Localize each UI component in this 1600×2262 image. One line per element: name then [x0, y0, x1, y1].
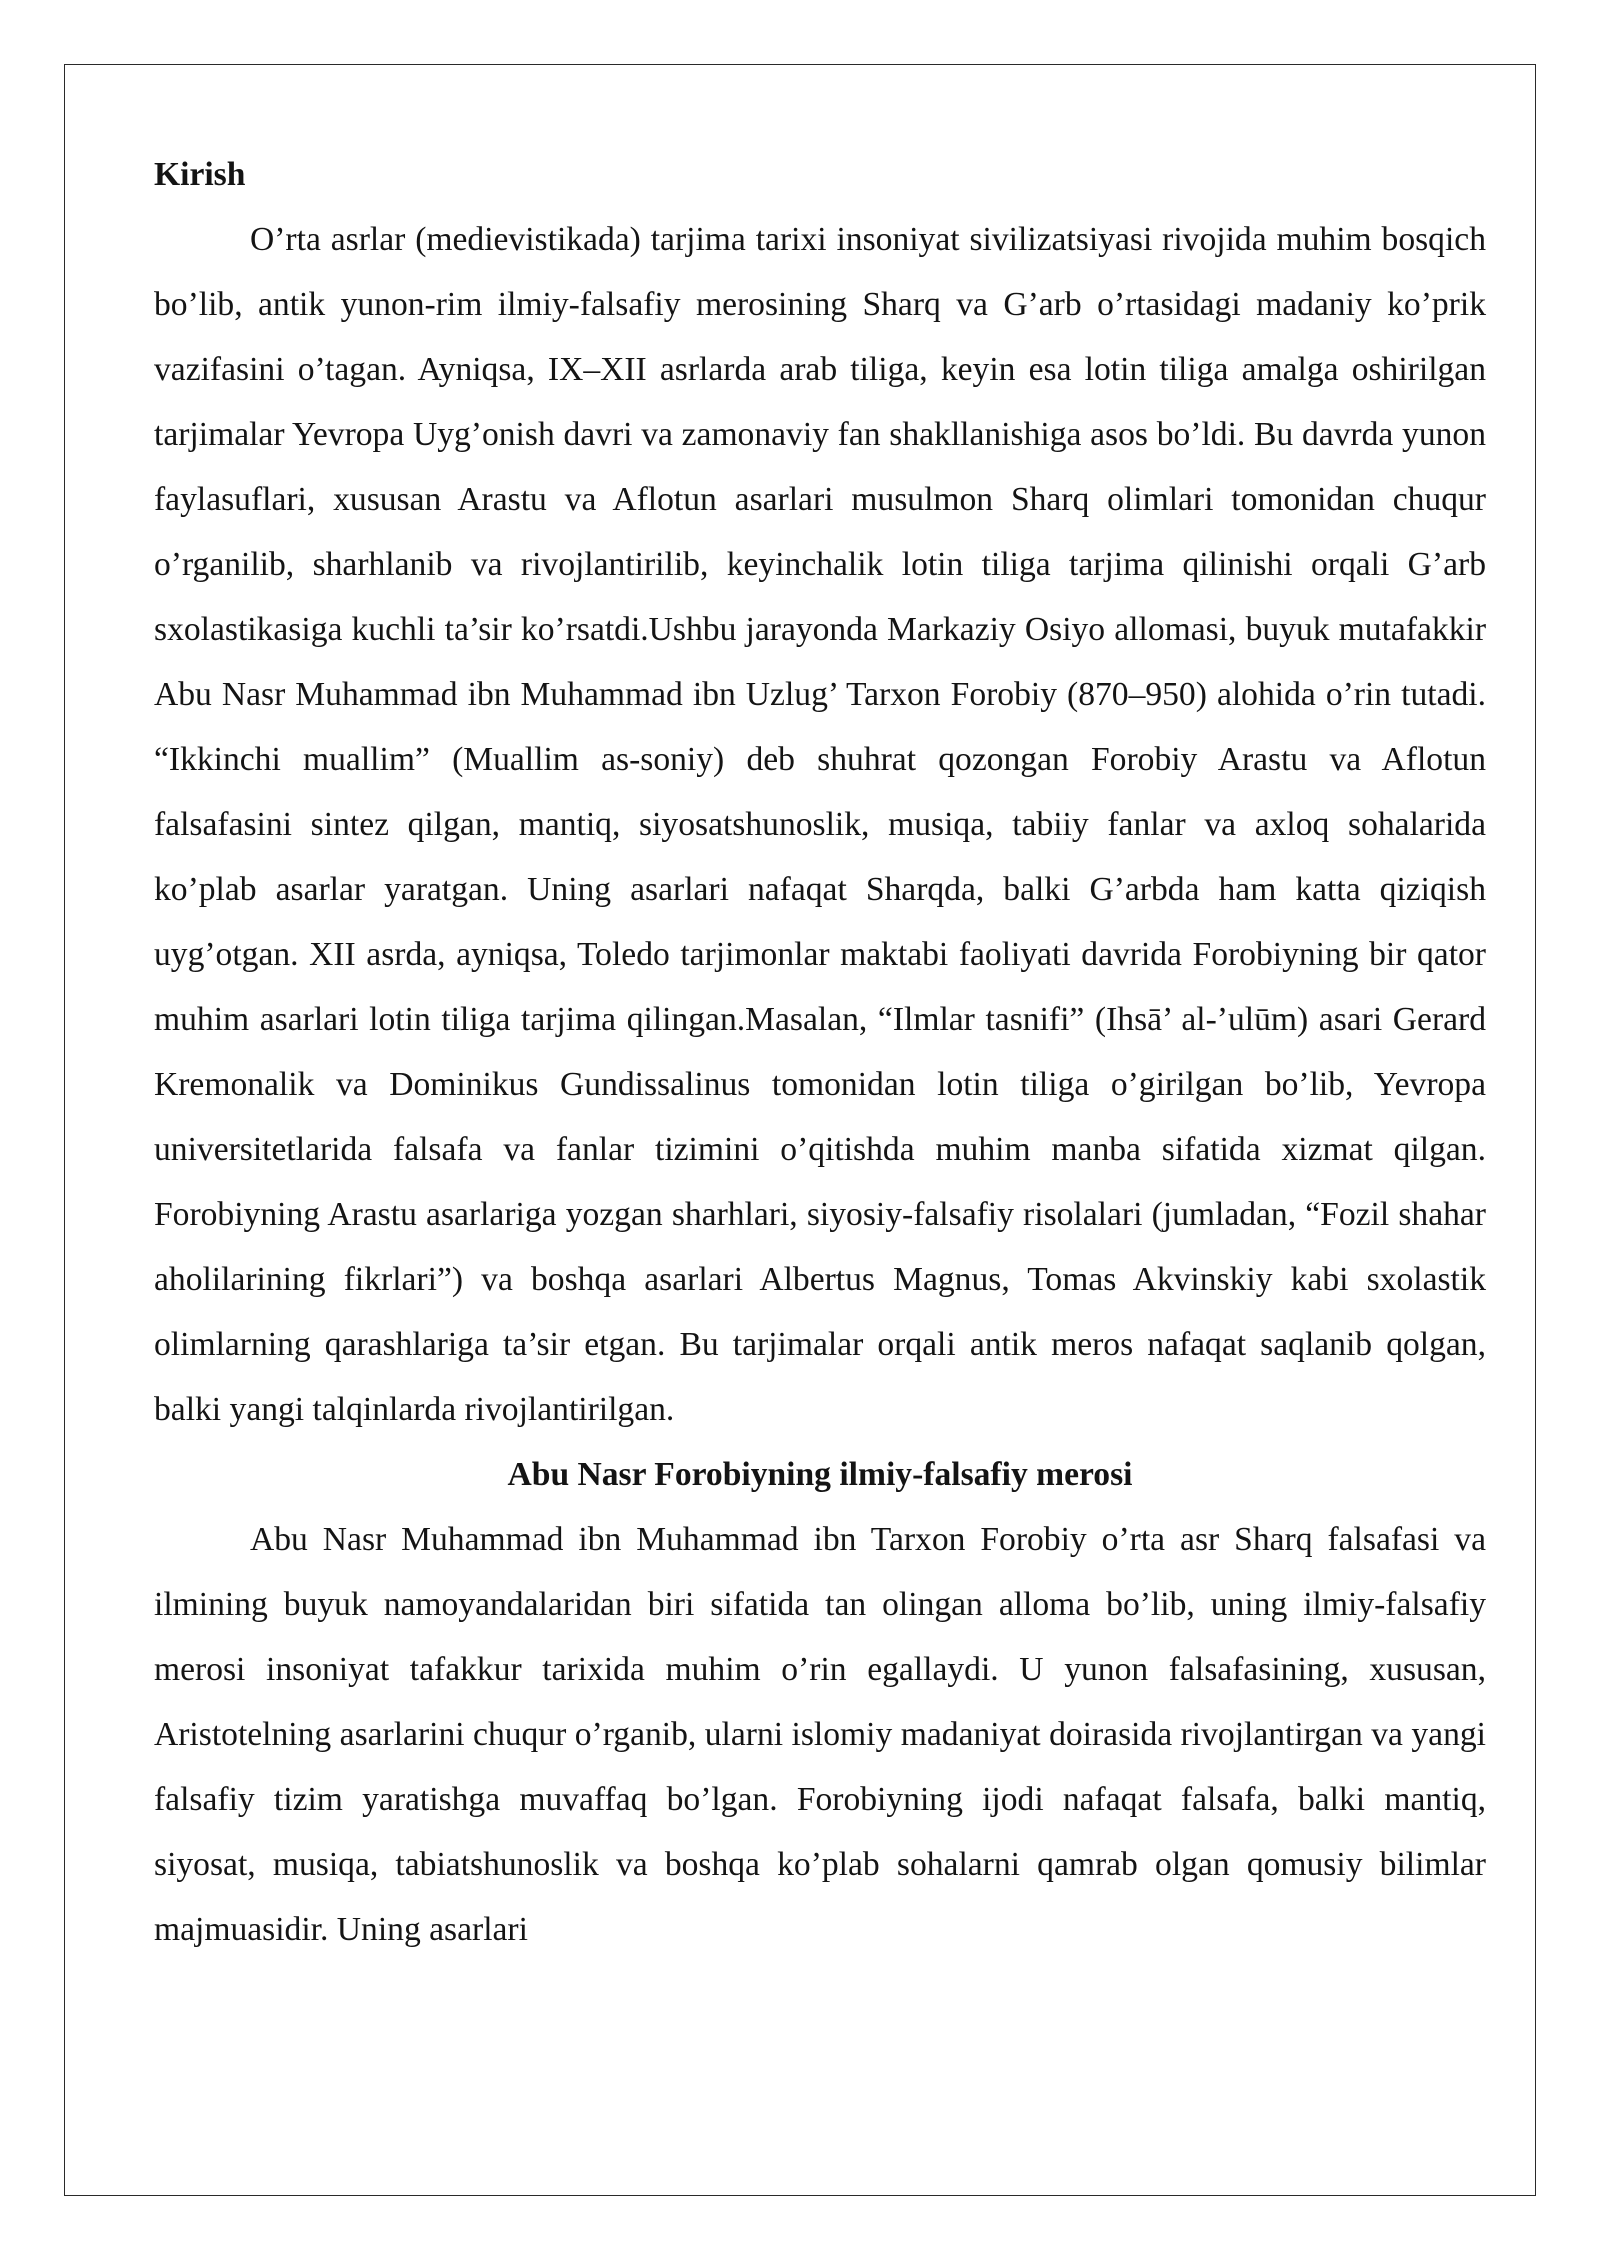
intro-paragraph: O’rta asrlar (medievistikada) tarjima tarixi insoniyat sivilizatsiyasi rivojida muhim bosqich bo’lib, antik yunon-rim ilmiy-falsafiy merosining Sharq va G’arb o’rtasidagi madaniy ko’prik vazifasini o’tagan. Ayniqsa, IX–XII asrlarda arab tiliga, keyin esa lotin tiliga amalga oshirilgan tarjimalar Yevropa Uyg’onish davri va zamonaviy fan shakllanishiga asos bo’ldi. Bu davrda yunon faylasuflari, xususan Arastu va Aflotun asarlari musulmon Sharq olimlari tomonidan chuqur o’rganilib, sharhlanib va rivojlantirilib, keyinchalik lotin tiliga tarjima qilinishi orqali G’arb sxolastikasiga kuchli ta’sir ko’rsatdi.Ushbu jarayonda Markaziy Osiyo allomasi, buyuk mutafakkir Abu Nasr Muhammad ibn Muhammad ibn Uzlug’ Tarxon Forobiy (870–950) alohida o’rin tutadi. “Ikkinchi muallim” (Muallim as-soniy) deb shuhrat qozongan Forobiy Arastu va Aflotun falsafasini sintez qilgan, mantiq, siyosatshunoslik, musiqa, tabiiy fanlar va axloq sohalarida ko’plab asarlar yaratgan. Uning asarlari nafaqat Sharqda, balki G’arbda ham katta qiziqish uyg’otgan. XII asrda, ayniqsa, Toledo tarjimonlar maktabi faoliyati davrida Forobiyning bir qator muhim asarlari lotin tiliga tarjima qilingan.Masalan, “Ilmlar tasnifi” (Ihsā’ al-’ulūm) asari Gerard Kremonalik va Dominikus Gundissalinus tomonidan lotin tiliga o’girilgan bo’lib, Yevropa universitetlarida falsafa va fanlar tizimini o’qitishda muhim manba sifatida xizmat qilgan. Forobiyning Arastu asarlariga yozgan sharhlari, siyosiy-falsafiy risolalari (jumladan, “Fozil shahar aholilarining fikrlari”) va boshqa asarlari Albertus Magnus, Tomas Akvinskiy kabi sxolastik olimlarning qarashlariga ta’sir etgan. Bu tarjimalar orqali antik meros nafaqat saqlanib qolgan, balki yangi talqinlarda rivojlantirilgan. [154, 221, 1486, 1428]
section-paragraph: Abu Nasr Muhammad ibn Muhammad ibn Tarxon Forobiy o’rta asr Sharq falsafasi va ilmining buyuk namoyandalaridan biri sifatida tan olingan alloma bo’lib, uning ilmiy-falsafiy merosi insoniyat tafakkur tarixida muhim o’rin egallaydi. U yunon falsafasining, xususan, Aristotelning asarlarini chuqur o’rganib, ularni islomiy madaniyat doirasida rivojlantirgan va yangi falsafiy tizim yaratishga muvaffaq bo’lgan. Forobiyning ijodi nafaqat falsafa, balki mantiq, siyosat, musiqa, tabiatshunoslik va boshqa ko’plab sohalarni qamrab olgan qomusiy bilimlar majmuasidir. Uning asarlari [154, 1521, 1486, 1948]
section-heading: Abu Nasr Forobiyning ilmiy-falsafiy merosi [507, 1456, 1133, 1493]
document-body [154, 142, 1486, 1962]
intro-heading: Kirish [154, 156, 246, 193]
